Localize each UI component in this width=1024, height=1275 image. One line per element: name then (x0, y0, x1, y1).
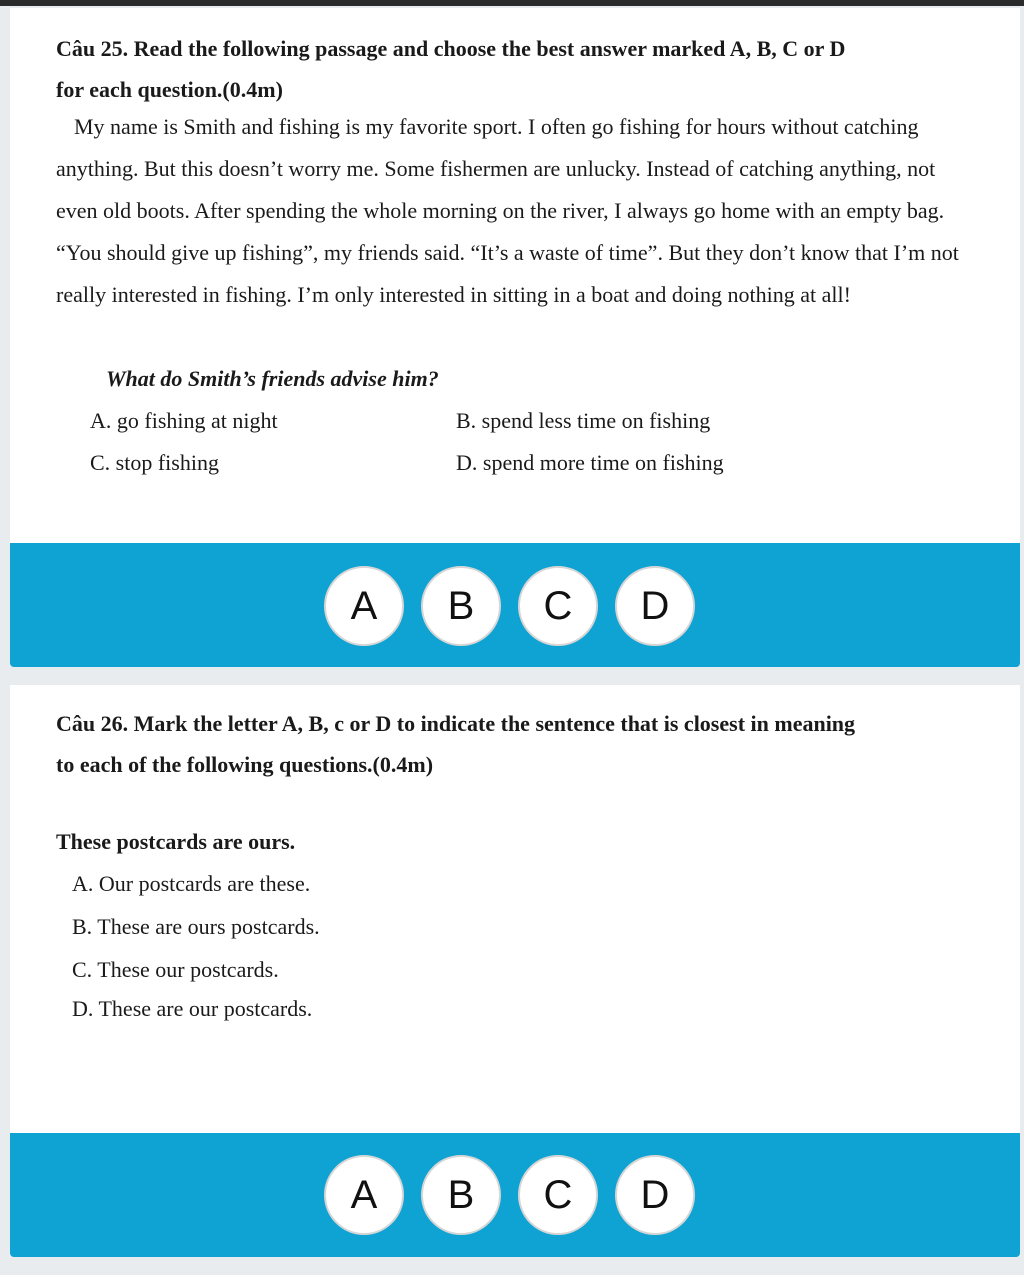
question-26-option-d: D. These are our postcards. (72, 996, 313, 1021)
top-bar (0, 0, 1024, 6)
question-25-title-line2: for each question.(0.4m) (56, 77, 283, 102)
question-25-prompt: What do Smith’s friends advise him? (106, 366, 439, 391)
question-25-title (56, 28, 986, 110)
question-25-option-a: A. go fishing at night (90, 408, 278, 433)
answer-button-b[interactable]: B (421, 566, 501, 646)
answer-button-d[interactable]: D (615, 1155, 695, 1235)
answer-bar-26 (10, 1133, 1020, 1257)
question-25-option-c: C. stop fishing (90, 450, 219, 475)
question-26-option-c: C. These our postcards. (72, 957, 279, 982)
question-26-card (10, 685, 1020, 1135)
question-26-title-line1: Câu 26. Mark the letter A, B, c or D to indicate the sentence that is closest in meaning (56, 711, 856, 736)
answer-button-c[interactable]: C (518, 1155, 598, 1235)
answer-button-a[interactable]: A (324, 1155, 404, 1235)
answer-bar-25 (10, 543, 1020, 667)
answer-button-c[interactable]: C (518, 566, 598, 646)
answer-button-d[interactable]: D (615, 566, 695, 646)
question-26-option-b: B. These are ours postcards. (72, 914, 320, 939)
question-25-card (10, 8, 1020, 543)
question-26-title (56, 703, 986, 785)
reading-passage: My name is Smith and fishing is my favorite sport. I often go fishing for hours without catching anything. But this doesn’t worry me. Some fishermen are unlucky. Instead of catching anything, not even old boots. After spending the whole morning on the river, I always go home with an empty bag. “You should give up fishing”, my friends said. “It’s a waste of time”. But they don’t know that I’m not really interested in fishing. I’m only interested in sitting in a boat and doing nothing at all! (56, 114, 959, 307)
answer-button-b[interactable]: B (421, 1155, 501, 1235)
question-26-stem: These postcards are ours. (56, 829, 296, 854)
question-26-option-a: A. Our postcards are these. (72, 871, 311, 896)
question-25-title-line1: Câu 25. Read the following passage and choose the best answer marked A, B, C or D (56, 36, 846, 61)
question-25-option-d: D. spend more time on fishing (456, 450, 724, 475)
question-26-title-line2: to each of the following questions.(0.4m) (56, 752, 434, 777)
answer-button-a[interactable]: A (324, 566, 404, 646)
question-25-option-b: B. spend less time on fishing (456, 408, 711, 433)
